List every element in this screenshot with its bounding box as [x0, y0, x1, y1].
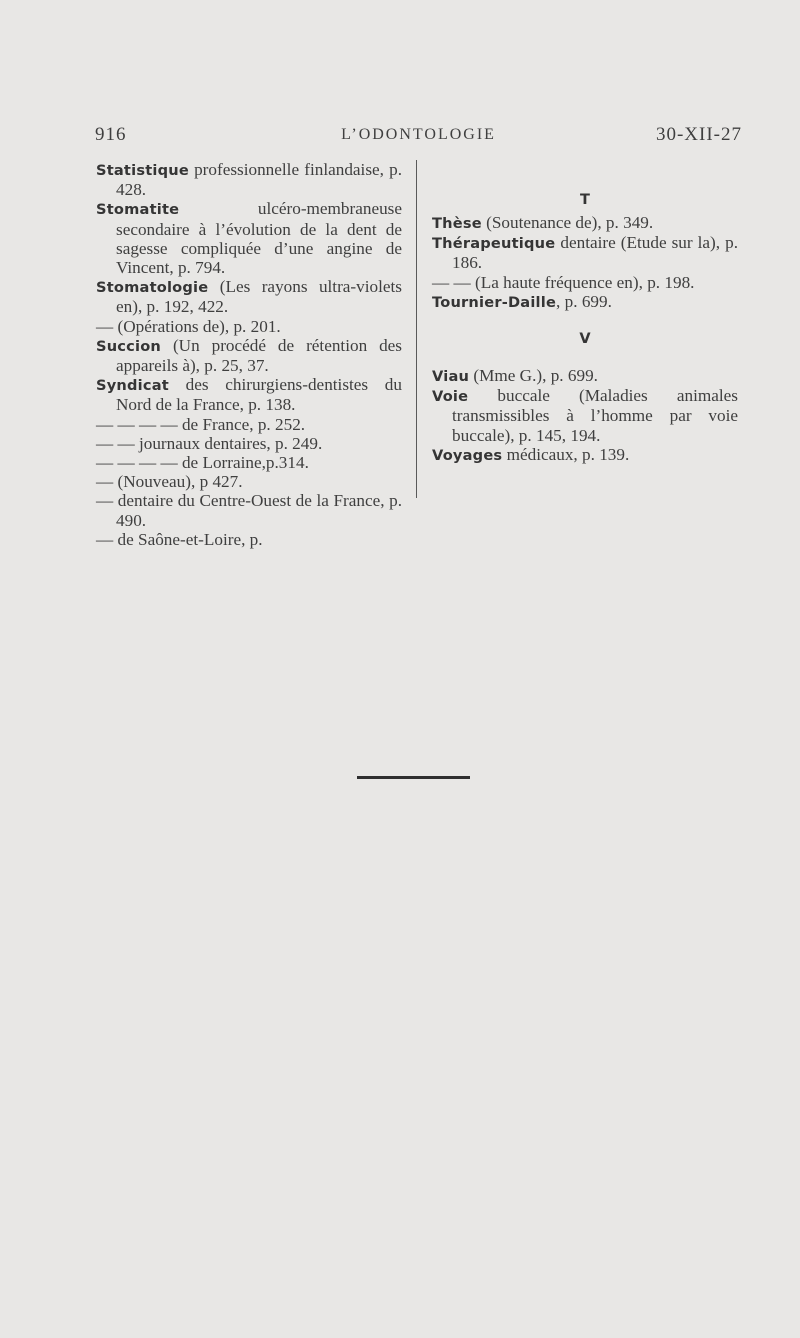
- index-entry: [432, 213, 738, 233]
- page-number: 916: [95, 124, 127, 145]
- index-entry: [96, 160, 402, 199]
- entry-heading: Succion: [96, 337, 162, 355]
- entry-heading: Syndicat: [96, 377, 169, 395]
- entry-text: — — journaux dentaires, p. 249.: [96, 433, 323, 453]
- entry-text: (Mme G.), p. 699.: [469, 366, 598, 386]
- index-entry: [432, 233, 738, 272]
- entry-text: — (Opérations de), p. 201.: [96, 316, 281, 336]
- entry-text: (Un procédé de rétention des appareils à), p. 25, 37.: [116, 335, 402, 376]
- index-entry: [96, 277, 402, 316]
- index-entry: [432, 386, 738, 445]
- entry-text: — dentaire du Centre-Ouest de la France, p. 490.: [96, 491, 402, 530]
- end-rule: [357, 776, 470, 779]
- entry-text: — — (La haute fréquence en), p. 198.: [432, 272, 695, 292]
- index-entry: [96, 415, 402, 434]
- column-divider: [416, 160, 417, 498]
- entry-heading: Stomatite: [96, 201, 180, 219]
- running-head: [95, 124, 742, 150]
- entry-text: — — — — de Lorraine,p.314.: [96, 453, 309, 473]
- entry-heading: Voie: [432, 388, 469, 406]
- entry-text: ulcéro-membraneuse secondaire à l’évolution de la dent de sagesse compliquée d’une angine de Vincent, p. 794.: [116, 199, 402, 278]
- index-entry: [96, 453, 402, 472]
- index-entry: [96, 491, 402, 529]
- index-entry: [432, 292, 738, 312]
- section-letter-t: T: [580, 192, 590, 208]
- entry-text: — (Nouveau), p 427.: [96, 472, 243, 492]
- entry-text: médicaux, p. 139.: [502, 444, 630, 464]
- index-entry: [96, 434, 402, 453]
- index-entry: [96, 336, 402, 375]
- entry-heading: Tournier-Daille: [432, 293, 557, 311]
- entry-text: buccale (Maladies animales transmissibles à l’homme par voie buccale), p. 145, 194.: [452, 386, 738, 445]
- index-entry: [96, 317, 402, 336]
- index-entry: [432, 273, 738, 292]
- index-entry: [96, 375, 402, 414]
- entry-text: (Les rayons ultra-violets en), p. 192, 422.: [116, 277, 402, 317]
- left-column: [96, 160, 402, 549]
- entry-text: professionnelle finlandaise, p. 428.: [116, 160, 402, 200]
- issue-date: 30-XII-27: [655, 124, 742, 145]
- entry-text: (Soutenance de), p. 349.: [481, 213, 654, 232]
- index-entry: [96, 472, 402, 491]
- entry-text: , p. 699.: [556, 291, 612, 311]
- entry-heading: Statistique: [96, 162, 189, 179]
- entry-heading: Stomatologie: [96, 279, 209, 297]
- entry-heading: Viau: [432, 368, 470, 386]
- right-column: [432, 187, 738, 465]
- index-entry: [432, 366, 738, 386]
- entry-text: dentaire (Etude sur la), p. 186.: [452, 233, 738, 273]
- index-entry: [96, 199, 402, 277]
- entry-text: — de Saône-et-Loire, p.: [96, 529, 263, 549]
- journal-title: L’ODONTOLOGIE: [341, 126, 496, 143]
- entry-heading: Thèse: [432, 215, 482, 232]
- section-letter-v: V: [579, 331, 591, 348]
- index-entry: [96, 530, 402, 549]
- index-entry: [432, 445, 738, 465]
- entry-text: des chirurgiens-dentistes du Nord de la France, p. 138.: [116, 375, 402, 415]
- entry-heading: Voyages: [432, 446, 503, 464]
- entry-text: — — — — de France, p. 252.: [96, 414, 306, 434]
- entry-heading: Thérapeutique: [432, 235, 556, 253]
